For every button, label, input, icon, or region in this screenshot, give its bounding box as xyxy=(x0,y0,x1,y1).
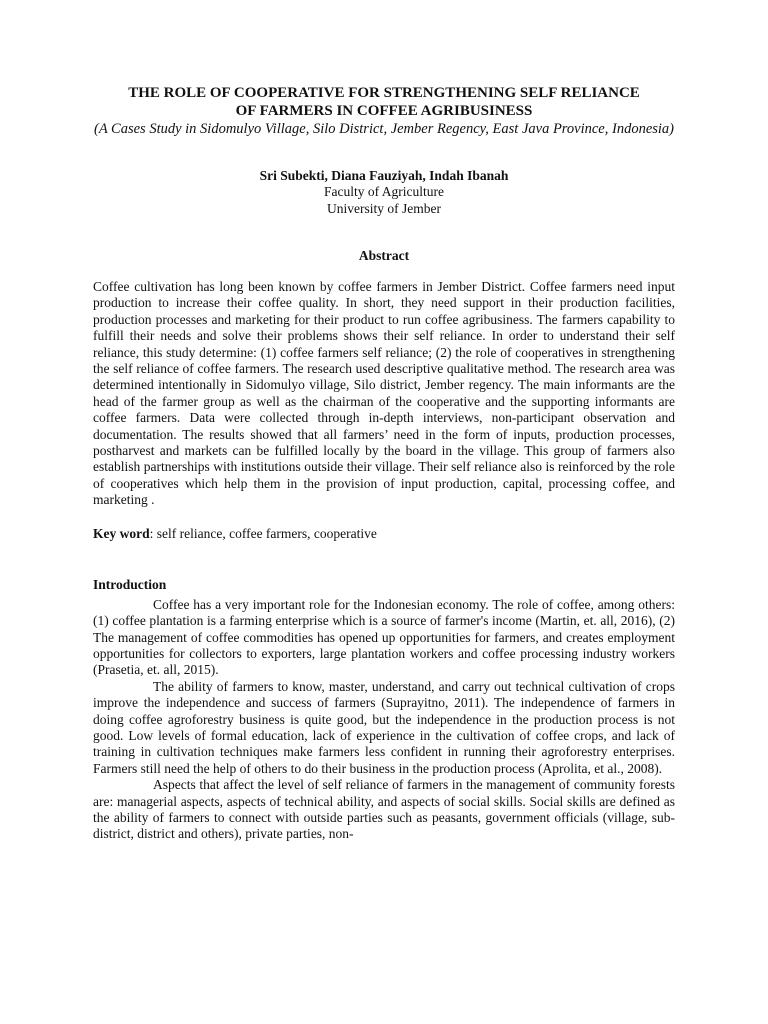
paper-title-line-2: OF FARMERS IN COFFEE AGRIBUSINESS xyxy=(235,103,533,119)
abstract-body: Coffee cultivation has long been known by coffee farmers in Jember District. Coffee farmers need input production to increase their coffee quality. In short, they need support in their production facilities, production processes and marketing for their product to run coffee agribusiness. The farmers capability to fulfill their needs and solve their problems shows their self reliance. In order to understand their self reliance, this study determine: (1) coffee farmers self reliance; (2) the role of cooperatives in strengthening the self reliance of coffee farmers. The research used descriptive qualitative method. The research area was determined intentionally in Sidomulyo village, Silo district, Jember regency. The main informants are the head of the farmer group as well as the chairman of the cooperative and the supporting informants are coffee farmers. Data were collected through in-depth interviews, non-participant observation and documentation. The results showed that all farmers’ need in the form of inputs, production processes, postharvest and markets can be fulfilled locally by the board in the village. This group of farmers also establish partnerships with institutions outside their village. Their self reliance also is reinforced by the role of cooperatives which help them in the provision of input production, capital, processing coffee, and marketing . xyxy=(93,279,675,508)
keywords-label: Key word xyxy=(93,525,150,541)
introduction-paragraph-2: The ability of farmers to know, master, understand, and carry out technical cultivation of crops improve the independence and success of farmers (Suprayitno, 2011). The independence of farmers in doing coffee agroforestry business is quite good, but the independence in the production process is not good. Low levels of formal education, lack of experience in the cultivation of coffee crops, and lack of training in cultivation techniques make farmers less confident in running their agroforestry enterprises. Farmers still need the help of others to do their business in the production process (Aprolita, et al., 2008). xyxy=(93,678,675,776)
paper-page xyxy=(93,84,675,843)
affiliation-university: University of Jember xyxy=(327,200,441,216)
introduction-paragraph-3: Aspects that affect the level of self reliance of farmers in the management of community forests are: managerial aspects, aspects of technical ability, and aspects of social skills. Social skills are defined as the ability of farmers to connect with outside parties such as peasants, government officials (village, sub-district, district and others), private parties, non- xyxy=(93,777,675,842)
paper-authors: Sri Subekti, Diana Fauziyah, Indah Ibanah xyxy=(259,168,509,183)
keywords-text: : self reliance, coffee farmers, cooperative xyxy=(149,525,377,541)
keywords xyxy=(93,525,675,542)
introduction-heading: Introduction xyxy=(93,576,167,592)
affiliation-faculty: Faculty of Agriculture xyxy=(324,184,444,199)
abstract-heading: Abstract xyxy=(358,248,410,263)
introduction-paragraph-1: Coffee has a very important role for the Indonesian economy. The role of coffee, among others: (1) coffee plantation is a farming enterprise which is a source of farmer's income (Martin, et. all, 2016), (2) The management of coffee commodities has opened up opportunities for farmers, and creates employment opportunities for collectors to exporters, large plantation workers and coffee processing industry workers (Prasetia, et. all, 2015). xyxy=(93,596,675,678)
paper-subtitle: (A Cases Study in Sidomulyo Village, Silo District, Jember Regency, East Java Province, Indonesia) xyxy=(94,121,674,137)
paper-title-line-1: THE ROLE OF COOPERATIVE FOR STRENGTHENING SELF RELIANCE xyxy=(128,85,640,101)
